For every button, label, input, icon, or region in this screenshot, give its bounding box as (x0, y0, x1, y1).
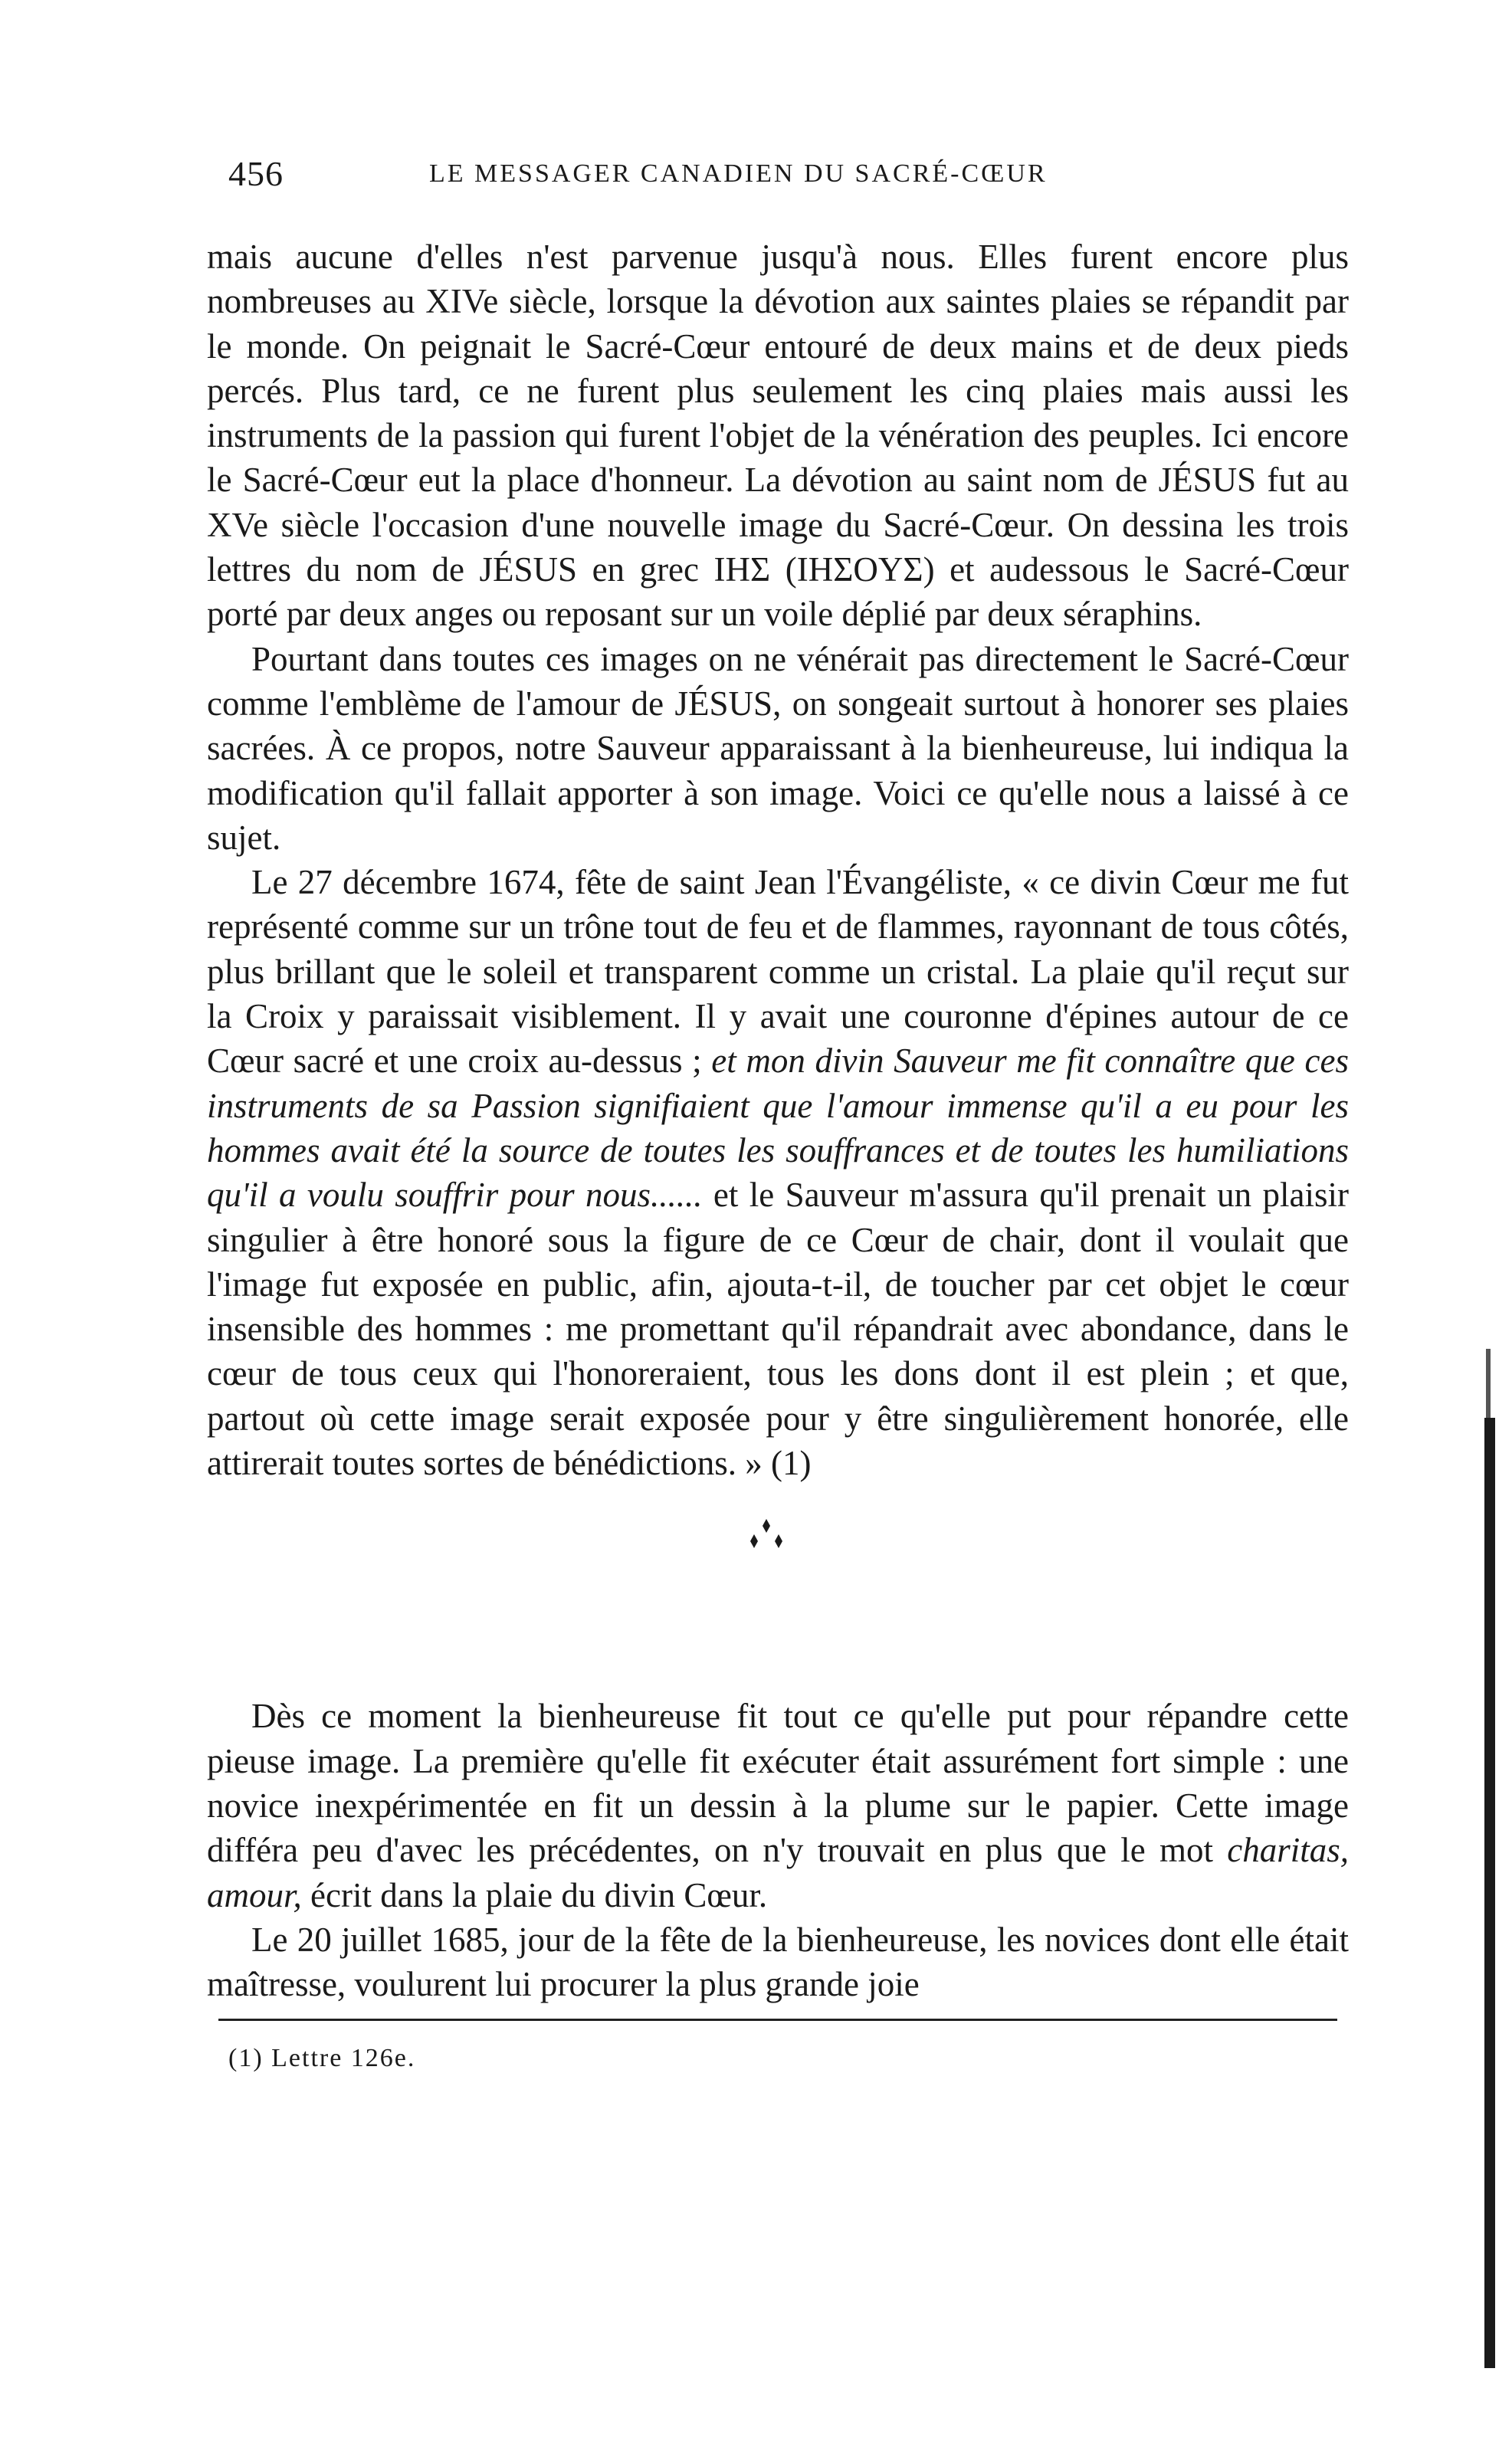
text-run: écrit dans la plaie du divin Cœur. (301, 1875, 768, 1914)
paragraph-quotation (207, 860, 1349, 1485)
scan-edge-shadow (1486, 1349, 1491, 1418)
main-text (207, 235, 1349, 2006)
text-run: Le 27 décembre 1674, fête de saint Jean l'Évangéliste, « ce divin Cœur me fut représenté comme sur un trône tout de feu et de flammes, rayonnant de tous côtés, plus brillant que le soleil et transparent comme un cristal. La plaie qu'il reçut sur la Croix y paraissait visiblement. Il y avait une couronne d'épines autour de ce Cœur sacré et une croix au-dessus ; (207, 863, 1349, 1081)
page-number: 456 (228, 154, 284, 193)
page-body (207, 153, 1349, 2073)
section-two (207, 1694, 1349, 2006)
text-run: Pourtant dans toutes ces images on ne vénérait pas directement le Sacré-Cœur comme l'emblème de l'amour de JÉSUS, on songeait surtout à honorer ses plaies sacrées. À ce propos, notre Sauveur apparaissant à la bienheureuse, lui indiqua la modification qu'il fallait apporter à son image. Voici ce qu'elle nous a laissé à ce sujet. (207, 639, 1349, 857)
text-run: Le 20 juillet 1685, jour de la fête de la bienheureuse, les novices dont elle était maîtresse, voulurent lui procurer la plus grande joie (207, 1920, 1349, 2004)
section-ornament (207, 1517, 1349, 1579)
text-run: et le Sauveur m'assura qu'il prenait un plaisir singulier à être honoré sous la figure de ce Cœur de chair, dont il voulait que l'image fut exposée en public, afin, ajouta-t-il, de toucher par cet objet le cœur insensible des hommes : me promettant qu'il répandrait avec abondance, dans le cœur de tous ceux qui l'honoreraient, tous les dons dont il est plein ; et que, partout où cette image serait exposée pour y être singulièrement honorée, elle attirerait toutes sortes de bénédictions. » (1) (207, 1176, 1349, 1483)
footnote: (1) Lettre 126e. (228, 2044, 416, 2073)
text-run: mais aucune d'elles n'est parvenue jusqu'à nous. Elles furent encore plus nombreuses au XIVe siècle, lorsque la dévotion aux saintes plaies se répandit par le monde. On peignait le Sacré-Cœur entouré de deux mains et de deux pieds percés. Plus tard, ce ne furent plus seulement les cinq plaies mais aussi les instruments de la passion qui furent l'objet de la vénération des peuples. Ici encore le Sacré-Cœur eut la place d'honneur. La dévotion au saint nom de JÉSUS fut au XVe siècle l'occasion d'une nouvelle image du Sacré-Cœur. On dessina les trois lettres du nom de JÉSUS en grec IHΣ (IHΣOYΣ) et audessous le Sacré-Cœur porté par deux anges ou reposant sur un voile déplié par deux séraphins. (207, 238, 1349, 634)
paragraph (207, 1917, 1349, 2007)
footnote-rule (218, 2019, 1337, 2021)
text-run: Dès ce moment la bienheureuse fit tout ce qu'elle put pour répandre cette pieuse image. La première qu'elle fit exécuter était assurément fort simple : une novice inexpérimentée en fit un dessin à la plume sur le papier. Cette image différa peu d'avec les précédentes, on n'y trouvait en plus que le mot (207, 1697, 1349, 1870)
scan-edge-shadow (1484, 1418, 1495, 2368)
running-head (207, 153, 1349, 199)
paragraph-continuation (207, 235, 1349, 637)
running-title: LE MESSAGER CANADIEN DU SACRÉ-CŒUR (429, 159, 1048, 188)
paragraph (207, 637, 1349, 860)
asterism-icon (743, 1517, 789, 1551)
paragraph (207, 1694, 1349, 1917)
italic-text-run: charitas, amour, (207, 1831, 1349, 1914)
italic-text-run: et mon divin Sauveur me fit connaître que ces instruments de sa Passion signifiaient que l'amour immense qu'il a eu pour les hommes avait été la source de toutes les souffrances et de toutes les humiliations qu'il a voulu souffrir pour nous...... (207, 1042, 1349, 1215)
